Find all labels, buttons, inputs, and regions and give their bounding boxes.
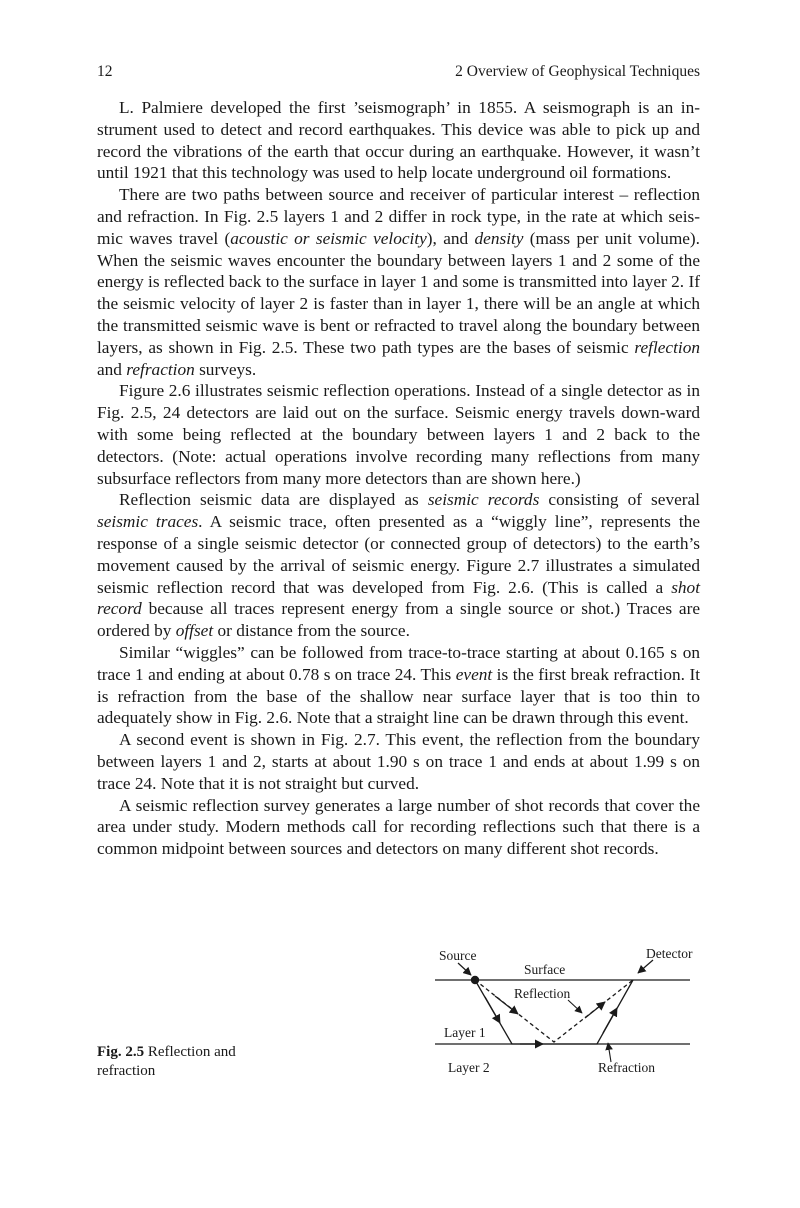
figure-caption-text: Reflection and refraction	[97, 1044, 236, 1079]
reflection-label: Reflection	[514, 986, 571, 1001]
layer2-label: Layer 2	[448, 1060, 490, 1075]
page-header	[97, 63, 700, 85]
paragraph	[97, 795, 700, 860]
italic-term: seismic traces	[97, 512, 199, 532]
text-run: L. Palmiere developed the first ’seismograph’ in 1855. A seismograph is an in-strument used to detect and record earthquakes. This device was able to pick up and record the vibrations of the earth that occur during an earthquake. However, it wasn’t until 1921 that this technology was used to help locate underground oil formations.	[97, 98, 700, 183]
refraction-up-arrow	[603, 1008, 617, 1033]
italic-term: offset	[175, 621, 214, 641]
text-run: Figure 2.6 illustrates seismic reflection operations. Instead of a single detector as in Fig. 2.5, 24 detectors are laid out on the surface. Seismic energy travels down-ward with some being reflected at the boundary between layers 1 and 2 back to the detectors. (Note: actual operations involve recording many reflections from many subsurface reflectors from many more detectors than are shown here.)	[97, 381, 700, 488]
paragraph	[97, 642, 700, 729]
refraction-down-arrow	[485, 997, 500, 1023]
text-run: because all traces represent energy from a single source or shot.) Traces are ordered by	[97, 599, 700, 641]
detector-pointer-arrow	[638, 960, 653, 973]
text-run: and	[97, 359, 127, 379]
paragraph	[97, 489, 700, 642]
detector-label: Detector	[646, 946, 693, 961]
text-run: Similar “wiggles” can be followed from trace-to-trace starting at about 0.165 s on trace 1 and ending at about 0.78 s on trace 24. This	[97, 642, 700, 684]
text-run: surveys.	[194, 359, 257, 379]
italic-term: event	[455, 664, 493, 684]
italic-term: density	[474, 228, 524, 248]
text-run: or distance from the source.	[213, 621, 410, 641]
layer1-label: Layer 1	[444, 1025, 486, 1040]
paragraph	[97, 184, 700, 380]
paragraph	[97, 97, 700, 184]
italic-term: seismic records	[427, 490, 540, 510]
figure-caption	[97, 1043, 287, 1080]
reflection-pointer-arrow	[568, 1000, 582, 1013]
running-title: 2 Overview of Geophysical Techniques	[455, 63, 700, 80]
figure-caption-label: Fig. 2.5	[97, 1044, 145, 1060]
surface-label: Surface	[524, 962, 566, 977]
refraction-label: Refraction	[598, 1060, 655, 1075]
paragraph	[97, 729, 700, 794]
source-label: Source	[439, 948, 477, 963]
figure-diagram	[425, 940, 705, 1085]
body-text	[97, 97, 700, 860]
italic-term: shot record	[97, 577, 700, 619]
italic-term: refraction	[126, 359, 195, 379]
page-number: 12	[97, 63, 113, 80]
text-run: is the first break refraction. It is refraction from the base of the shallow near surface layer that is too thin to adequately show in Fig. 2.6. Note that a straight line can be drawn through this event.	[97, 664, 700, 728]
reflection-up-arrow	[585, 1002, 605, 1018]
text-run: Reflection seismic data are displayed as	[119, 490, 428, 510]
text-run: A second event is shown in Fig. 2.7. This event, the reflection from the boundary between layers 1 and 2, starts at about 1.90 s on trace 1 and ends at about 1.99 s on trace 24. Note that it is not straight but curved.	[97, 730, 700, 793]
text-run: (mass per unit volume). When the seismic waves encounter the boundary between layers 1 and 2 some of the energy is reflected back to the surface in layer 1 and some is transmitted into layer 2. If the seismic velocity of layer 2 is faster than in layer 1, there will be an angle at which the transmitted seismic wave is bent or refracted to travel along the boundary between layers, as shown in Fig. 2.5. These two path types are the bases of seismic	[97, 228, 701, 357]
figure-reflection-refraction	[425, 940, 705, 1085]
paragraph	[97, 380, 700, 489]
text-run: A seismic reflection survey generates a large number of shot records that cover the area under study. Modern methods call for recording reflections such that there is a common midpoint between sources and detectors on many different shot records.	[97, 795, 700, 859]
text-run: consisting of several	[539, 490, 700, 510]
source-pointer-arrow	[458, 963, 471, 975]
text-run: ), and	[426, 228, 475, 248]
text-run: There are two paths between source and receiver of particular interest – reflection and refraction. In Fig. 2.5 layers 1 and 2 differ in rock type, in the rate at which seis-mic waves travel (	[97, 185, 700, 248]
italic-term: acoustic or seismic velocity	[230, 228, 427, 248]
italic-term: reflection	[634, 337, 700, 357]
text-run: . A seismic trace, often presented as a “wiggly line”, represents the response of a single seismic detector (or connected group of detectors) to the earth’s movement caused by the arrival of seismic energy. Figure 2.7 illustrates a simulated seismic reflection record that was developed from Fig. 2.6. (This is called a	[97, 512, 700, 597]
